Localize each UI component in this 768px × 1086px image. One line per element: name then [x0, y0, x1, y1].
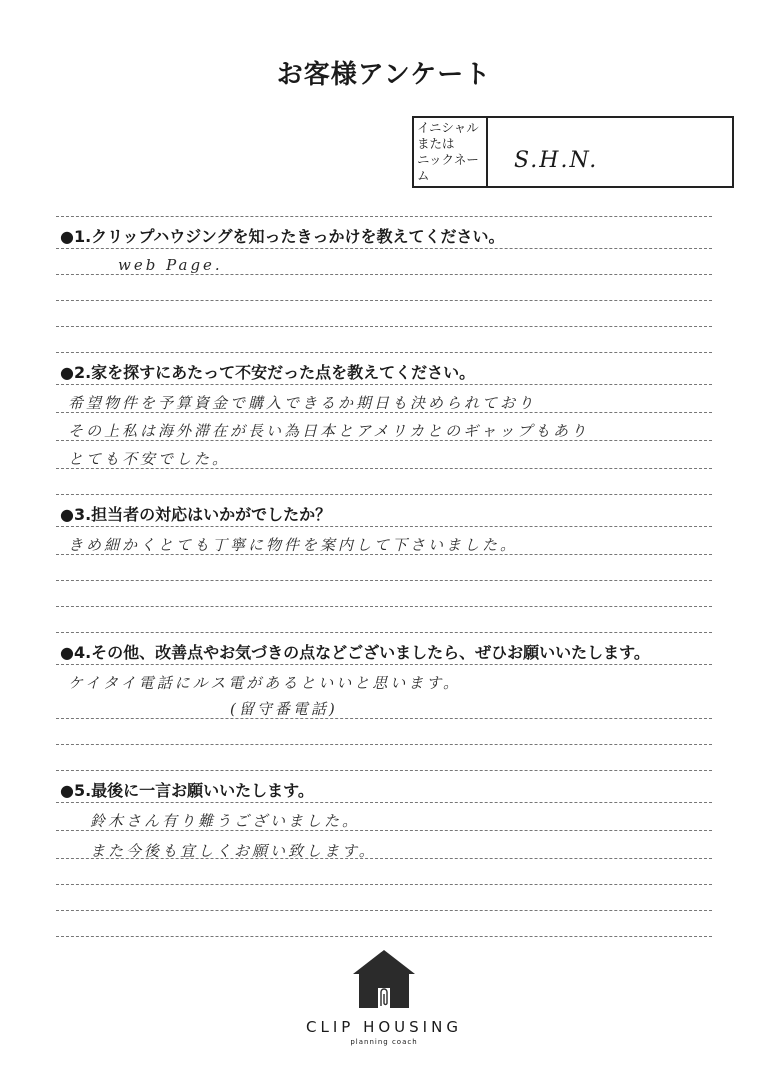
- answer-line: [56, 468, 712, 469]
- answer-line: [56, 384, 712, 385]
- answer-1-line-1: web Page.: [118, 256, 223, 274]
- section-1-divider: [56, 216, 712, 217]
- nickname-label: イニシャル または ニックネー ム: [414, 118, 488, 186]
- brand-name: CLIP HOUSING: [306, 1018, 462, 1036]
- answer-line: [56, 326, 712, 327]
- answer-line: [56, 718, 712, 719]
- answer-4-line-2: (留守番電話): [230, 700, 338, 718]
- answer-2-line-2: その上私は海外滞在が長い為日本とアメリカとのギャップもあり: [68, 422, 589, 440]
- answer-line: [56, 274, 712, 275]
- answer-line: [56, 802, 712, 803]
- answer-line: [56, 554, 712, 555]
- answer-3-line-1: きめ細かくとても丁寧に物件を案内して下さいました。: [68, 536, 519, 554]
- answer-2-line-3: とても不安でした。: [68, 450, 231, 468]
- answer-line: [56, 606, 712, 607]
- question-4: ●4.その他、改善点やお気づきの点などございましたら、ぜひお願いいたします。: [60, 643, 650, 662]
- house-icon: [351, 948, 417, 1010]
- answer-line: [56, 936, 712, 937]
- page-title: お客様アンケート: [276, 60, 492, 90]
- answer-line: [56, 248, 712, 249]
- answer-5-line-2: また今後も宜しくお願い致します。: [90, 842, 377, 860]
- answer-line: [56, 580, 712, 581]
- answer-line: [56, 300, 712, 301]
- question-2: ●2.家を探すにあたって不安だった点を教えてください。: [60, 363, 476, 382]
- answer-line: [56, 526, 712, 527]
- question-3: ●3.担当者の対応はいかがでしたか？: [60, 505, 332, 524]
- clip-housing-logo: [0, 948, 768, 1014]
- answer-line: [56, 744, 712, 745]
- nickname-value: S.H.N.: [514, 148, 599, 173]
- answer-line: [56, 858, 712, 859]
- section-5-divider: [56, 770, 712, 771]
- answer-line: [56, 830, 712, 831]
- answer-line: [56, 440, 712, 441]
- answer-4-line-1: ケイタイ電話にルス電があるといいと思います。: [68, 674, 462, 692]
- brand-tagline: planning coach: [350, 1038, 418, 1046]
- answer-2-line-1: 希望物件を予算資金で購入できるか期日も決められており: [68, 394, 537, 412]
- answer-line: [56, 910, 712, 911]
- section-2-divider: [56, 352, 712, 353]
- answer-5-line-1: 鈴木さん有り難うございました。: [90, 812, 361, 830]
- answer-line: [56, 412, 712, 413]
- section-4-divider: [56, 632, 712, 633]
- question-5: ●5.最後に一言お願いいたします。: [60, 781, 314, 800]
- section-3-divider: [56, 494, 712, 495]
- answer-line: [56, 884, 712, 885]
- answer-line: [56, 664, 712, 665]
- nickname-box: [412, 116, 734, 188]
- question-1: ●1.クリップハウジングを知ったきっかけを教えてください。: [60, 227, 505, 246]
